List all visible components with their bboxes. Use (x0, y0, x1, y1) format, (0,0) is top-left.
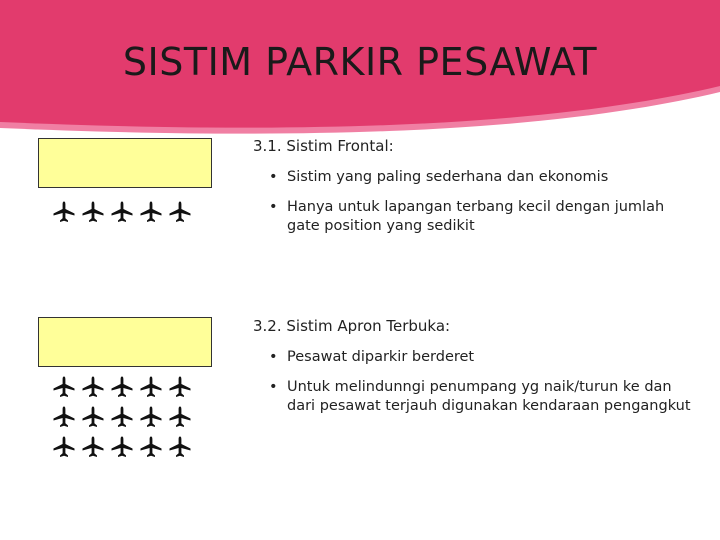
bullet-text: Hanya untuk lapangan terbang kecil dengan jumlah gate position yang sedikit (287, 199, 665, 234)
airplane-icon (52, 200, 76, 224)
terminal-building-apron (38, 317, 212, 367)
airplane-icon (110, 405, 134, 429)
airplane-icon (139, 435, 163, 459)
airplane-icon (110, 375, 134, 399)
bullet-list (253, 348, 693, 416)
bullet-marker: • (269, 379, 278, 395)
airplane-icon (81, 200, 105, 224)
bullet-text: Pesawat diparkir berderet (287, 349, 475, 365)
airplane-icon (110, 435, 134, 459)
airplane-icon (168, 405, 192, 429)
airplane-icon (52, 375, 76, 399)
airplane-icon (168, 375, 192, 399)
airplane-icon (110, 200, 134, 224)
section-heading: 3.1. Sistim Frontal: (253, 137, 394, 155)
terminal-building-frontal (38, 138, 212, 188)
airplane-icon (139, 200, 163, 224)
airplane-icon (168, 200, 192, 224)
bullet-text: Sistim yang paling sederhana dan ekonomis (287, 169, 609, 185)
list-item (269, 378, 693, 416)
section-heading: 3.2. Sistim Apron Terbuka: (253, 317, 451, 335)
bullet-marker: • (269, 199, 278, 215)
bullet-text: Untuk melindunngi penumpang yg naik/turun ke dan dari pesawat terjauh digunakan kendaraan pengangkut (287, 379, 691, 414)
airplane-icon (139, 405, 163, 429)
airplane-icon (52, 435, 76, 459)
section-frontal (253, 137, 693, 247)
bullet-marker: • (269, 349, 278, 365)
section-apron (253, 317, 693, 427)
bullet-marker: • (269, 169, 278, 185)
title-banner (0, 0, 720, 140)
bullet-list (253, 168, 693, 236)
airplane-icon (168, 435, 192, 459)
airplane-icon (81, 435, 105, 459)
list-item (269, 168, 693, 187)
airplane-icon (81, 405, 105, 429)
list-item (269, 198, 693, 236)
airplane-icon (52, 405, 76, 429)
list-item (269, 348, 693, 367)
page-title: SISTIM PARKIR PESAWAT (122, 40, 598, 84)
airplane-icon (81, 375, 105, 399)
airplane-icon (139, 375, 163, 399)
